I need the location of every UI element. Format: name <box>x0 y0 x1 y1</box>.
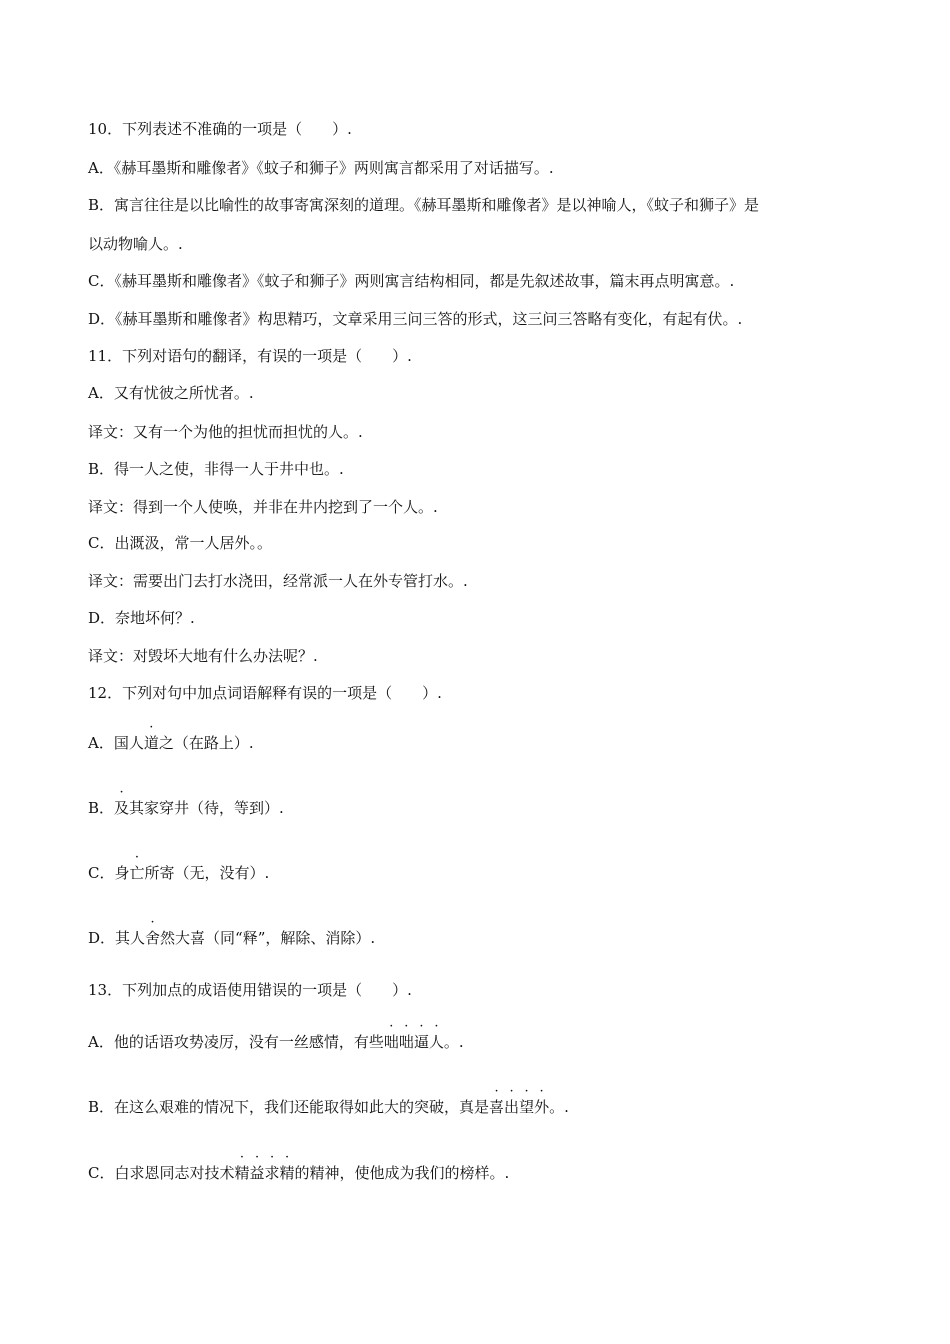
q11-option-b: B．得一人之使，非得一人于井中也。. <box>88 460 344 478</box>
q12-option-d <box>88 928 375 948</box>
q10-option-a: A．《赫耳墨斯和雕像者》《蚊子和狮子》两则寓言都采用了对话描写。. <box>88 159 554 177</box>
q13-stem: 13．下列加点的成语使用错误的一项是（ ）. <box>88 981 412 999</box>
q13-b-dotted-char: 喜 <box>489 1098 505 1116</box>
q13-a-dotted-char: 咄 <box>383 1033 399 1051</box>
q11-option-c: C．出溉汲，常一人居外。。 <box>88 534 272 552</box>
q12-stem: 12．下列对句中加点词语解释有误的一项是（ ）. <box>88 684 442 702</box>
q12-option-c <box>88 863 269 883</box>
q12-a-suffix: 之（在路上）. <box>158 734 254 752</box>
q13-option-b <box>88 1097 569 1117</box>
q13-b-prefix: B．在这么艰难的情况下，我们还能取得如此大的突破，真是 <box>88 1098 490 1116</box>
q13-a-suffix: 。. <box>443 1033 464 1051</box>
q10-option-b: B．寓言往往是以比喻性的故事寄寓深刻的道理。《赫耳墨斯和雕像者》是以神喻人，《蚊子和狮子》是 <box>88 196 760 214</box>
q13-b-dotted-char: 望 <box>519 1098 535 1116</box>
q13-b-dotted-char: 出 <box>504 1098 520 1116</box>
q11-stem: 11．下列对语句的翻译，有误的一项是（ ）. <box>88 347 412 365</box>
q11-option-d-translation: 译文：对毁坏大地有什么办法呢？. <box>88 647 318 665</box>
q12-a-prefix: A．国人 <box>88 734 144 752</box>
q11-option-a: A．又有忧彼之所忧者。. <box>88 384 254 402</box>
q13-a-dotted-char: 人 <box>428 1033 444 1051</box>
q12-c-suffix: 所寄（无，没有）. <box>144 864 270 882</box>
q13-a-dotted-char: 咄 <box>398 1033 414 1051</box>
q11-option-a-translation: 译文：又有一个为他的担忧而担忧的人。. <box>88 423 363 441</box>
q13-option-a <box>88 1032 464 1052</box>
q13-b-dotted-char: 外 <box>534 1098 550 1116</box>
q13-c-suffix: 的精神，使他成为我们的榜样。. <box>294 1164 510 1182</box>
q12-d-dotted-word: 舍 <box>145 929 161 947</box>
q12-option-a <box>88 733 254 753</box>
q11-option-c-translation: 译文：需要出门去打水浇田，经常派一人在外专管打水。. <box>88 572 468 590</box>
q12-b-suffix: 其家穿井（待，等到）. <box>129 799 284 817</box>
q11-option-d: D．奈地坏何？. <box>88 609 195 627</box>
q10-option-c: C．《赫耳墨斯和雕像者》《蚊子和狮子》两则寓言结构相同，都是先叙述故事，篇末再点明寓意。. <box>88 272 735 290</box>
q12-c-prefix: C．身 <box>88 864 130 882</box>
q13-a-prefix: A．他的话语攻势凌厉，没有一丝感情，有些 <box>88 1033 384 1051</box>
q12-b-prefix: B． <box>88 799 115 817</box>
q12-c-dotted-word: 亡 <box>129 864 145 882</box>
q11-option-b-translation: 译文：得到一个人使唤，并非在井内挖到了一个人。. <box>88 498 438 516</box>
q10-option-b-cont: 以动物喻人。. <box>88 235 183 253</box>
q13-b-suffix: 。. <box>549 1098 569 1116</box>
q13-c-dotted-char: 精 <box>279 1164 295 1182</box>
q12-a-dotted-word: 道 <box>143 734 159 752</box>
q12-d-suffix: 然大喜（同“释”，解除、消除）. <box>160 929 376 947</box>
q13-c-dotted-char: 精 <box>234 1164 250 1182</box>
q10-option-d: D．《赫耳墨斯和雕像者》构思精巧，文章采用三问三答的形式，这三问三答略有变化，有起有伏。. <box>88 310 743 328</box>
q10-stem: 10．下列表述不准确的一项是（ ）. <box>88 120 352 138</box>
q12-d-prefix: D．其人 <box>88 929 146 947</box>
q13-c-dotted-char: 益 <box>249 1164 265 1182</box>
q13-c-prefix: C．白求恩同志对技术 <box>88 1164 235 1182</box>
q12-b-dotted-word: 及 <box>114 799 130 817</box>
q12-option-b <box>88 798 284 818</box>
q13-option-c <box>88 1163 509 1183</box>
q13-c-dotted-char: 求 <box>264 1164 280 1182</box>
q13-a-dotted-char: 逼 <box>413 1033 429 1051</box>
